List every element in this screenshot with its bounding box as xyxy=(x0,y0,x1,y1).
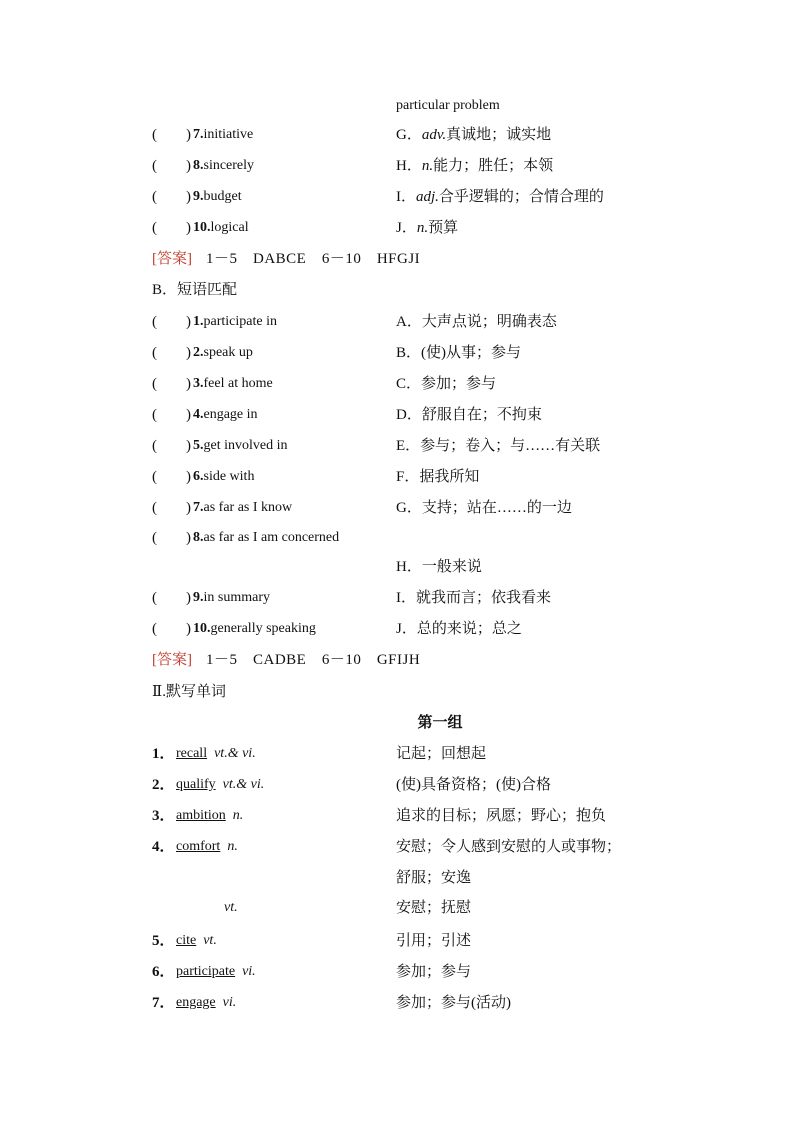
word-number: 2． xyxy=(152,777,175,793)
word-number: 3． xyxy=(152,808,175,824)
list-item xyxy=(0,185,794,209)
definition: G．adv.真诚地；诚实地 xyxy=(396,127,552,143)
list-item xyxy=(0,742,794,766)
word-meaning: 安慰；抚慰 xyxy=(396,900,472,916)
term: 9.in summary xyxy=(193,590,270,605)
term: 9.budget xyxy=(193,189,242,204)
word-meaning: 参加；参与 xyxy=(396,964,472,980)
list-item xyxy=(0,372,794,396)
definition: H．n.能力；胜任；本领 xyxy=(396,158,554,174)
definition: G．支持；站在……的一边 xyxy=(396,500,572,516)
definition: F．据我所知 xyxy=(396,469,480,485)
answer-blank-open: ( xyxy=(152,500,157,516)
term: 6.side with xyxy=(193,469,255,484)
answer-blank-close: ) xyxy=(186,590,191,606)
word-meaning: 记起；回想起 xyxy=(396,746,487,762)
definition: I．就我而言；依我看来 xyxy=(396,590,551,606)
term: 8.as far as I am concerned xyxy=(193,530,340,545)
answer-blank-open: ( xyxy=(152,438,157,454)
list-item xyxy=(0,960,794,984)
answer xyxy=(152,247,420,271)
word-number: 1． xyxy=(152,746,175,762)
answer-blank-open: ( xyxy=(152,220,157,236)
answer-blank-open: ( xyxy=(152,189,157,205)
list-item xyxy=(0,496,794,520)
answer-blank-close: ) xyxy=(186,127,191,143)
answer-blank-close: ) xyxy=(186,189,191,205)
answer-blank-close: ) xyxy=(186,407,191,423)
word-meaning: 引用；引述 xyxy=(396,933,472,949)
list-item xyxy=(0,310,794,334)
answer-blank-open: ( xyxy=(152,469,157,485)
term: 7.as far as I know xyxy=(193,500,293,515)
section-b-title: B．短语匹配 xyxy=(152,282,238,298)
list-item xyxy=(0,123,794,147)
answer-blank-close: ) xyxy=(186,314,191,330)
group-heading xyxy=(0,711,794,735)
answer-blank-open: ( xyxy=(152,621,157,637)
word-meaning: 舒服；安逸 xyxy=(396,870,472,886)
answer-blank-close: ) xyxy=(186,345,191,361)
definition: B．(使)从事；参与 xyxy=(396,345,521,361)
term: 8.sincerely xyxy=(193,158,255,173)
list-item xyxy=(0,835,794,859)
answer-blank-close: ) xyxy=(186,220,191,236)
list-item xyxy=(0,866,794,890)
answer-blank-close: ) xyxy=(186,376,191,392)
list-item xyxy=(0,896,794,920)
answer-blank-close: ) xyxy=(186,500,191,516)
definition: A．大声点说；明确表态 xyxy=(396,314,557,330)
list-item xyxy=(0,991,794,1015)
answer-line xyxy=(0,247,794,271)
definition: H．一般来说 xyxy=(396,559,482,575)
answer-blank-open: ( xyxy=(152,158,157,174)
list-item xyxy=(0,434,794,458)
term: 7.initiative xyxy=(193,127,254,142)
answer-label: [答案] xyxy=(152,652,192,668)
answer-blank-close: ) xyxy=(186,621,191,637)
word-meaning: 参加；参与(活动) xyxy=(396,995,511,1011)
answer-blank-open: ( xyxy=(152,127,157,143)
continuation-line xyxy=(0,94,794,118)
word-entry: recall vt.& vi. xyxy=(176,746,256,761)
continuation-text: particular problem xyxy=(396,98,500,113)
definition: D．舒服自在；不拘束 xyxy=(396,407,542,423)
list-item xyxy=(0,929,794,953)
answer-blank-open: ( xyxy=(152,407,157,423)
word-entry: cite vt. xyxy=(176,933,217,948)
term: 10.generally speaking xyxy=(193,621,316,636)
list-item xyxy=(0,804,794,828)
word-entry: engage vi. xyxy=(176,995,237,1010)
list-item xyxy=(0,465,794,489)
section-heading xyxy=(0,278,794,302)
word-entry: qualify vt.& vi. xyxy=(176,777,265,792)
definition: J．n.预算 xyxy=(396,220,459,236)
term: 10.logical xyxy=(193,220,249,235)
answer-label: [答案] xyxy=(152,251,192,267)
list-item xyxy=(0,216,794,240)
group-title: 第一组 xyxy=(417,715,463,731)
word-entry: participate vi. xyxy=(176,964,256,979)
answer xyxy=(152,648,420,672)
list-item xyxy=(0,154,794,178)
list-item xyxy=(0,403,794,427)
word-number: 6． xyxy=(152,964,175,980)
answer-blank-open: ( xyxy=(152,345,157,361)
term: 3.feel at home xyxy=(193,376,273,391)
answer-blank-close: ) xyxy=(186,530,191,546)
word-entry: ambition n. xyxy=(176,808,244,823)
answer-blank-open: ( xyxy=(152,530,157,546)
word-meaning: (使)具备资格；(使)合格 xyxy=(396,777,551,793)
answer-line xyxy=(0,648,794,672)
answer-blank-close: ) xyxy=(186,469,191,485)
list-item xyxy=(0,586,794,610)
word-pos: vt. xyxy=(224,900,238,915)
term: 4.engage in xyxy=(193,407,258,422)
list-item xyxy=(0,617,794,641)
answer-blank-close: ) xyxy=(186,158,191,174)
definition: E．参与；卷入；与……有关联 xyxy=(396,438,601,454)
term: 2.speak up xyxy=(193,345,253,360)
word-number: 7． xyxy=(152,995,175,1011)
section-2-title: Ⅱ.默写单词 xyxy=(152,684,226,700)
answer-blank-close: ) xyxy=(186,438,191,454)
term: 5.get involved in xyxy=(193,438,288,453)
word-entry: comfort n. xyxy=(176,839,238,854)
word-number: 5． xyxy=(152,933,175,949)
answer-blank-open: ( xyxy=(152,590,157,606)
word-meaning: 安慰；令人感到安慰的人或事物； xyxy=(396,839,622,855)
answer-blank-open: ( xyxy=(152,376,157,392)
list-item xyxy=(0,555,794,579)
list-item xyxy=(0,526,794,550)
definition: I．adj.合乎逻辑的；合情合理的 xyxy=(396,189,604,205)
word-number: 4． xyxy=(152,839,175,855)
section-heading xyxy=(0,680,794,704)
definition: J．总的来说；总之 xyxy=(396,621,522,637)
answer-text: 1－5 DABCE 6－10 HFGJI xyxy=(206,251,421,267)
term: 1.participate in xyxy=(193,314,277,329)
list-item xyxy=(0,341,794,365)
answer-text: 1－5 CADBE 6－10 GFIJH xyxy=(206,652,421,668)
word-meaning: 追求的目标；夙愿；野心；抱负 xyxy=(396,808,607,824)
definition: C．参加；参与 xyxy=(396,376,497,392)
answer-blank-open: ( xyxy=(152,314,157,330)
list-item xyxy=(0,773,794,797)
